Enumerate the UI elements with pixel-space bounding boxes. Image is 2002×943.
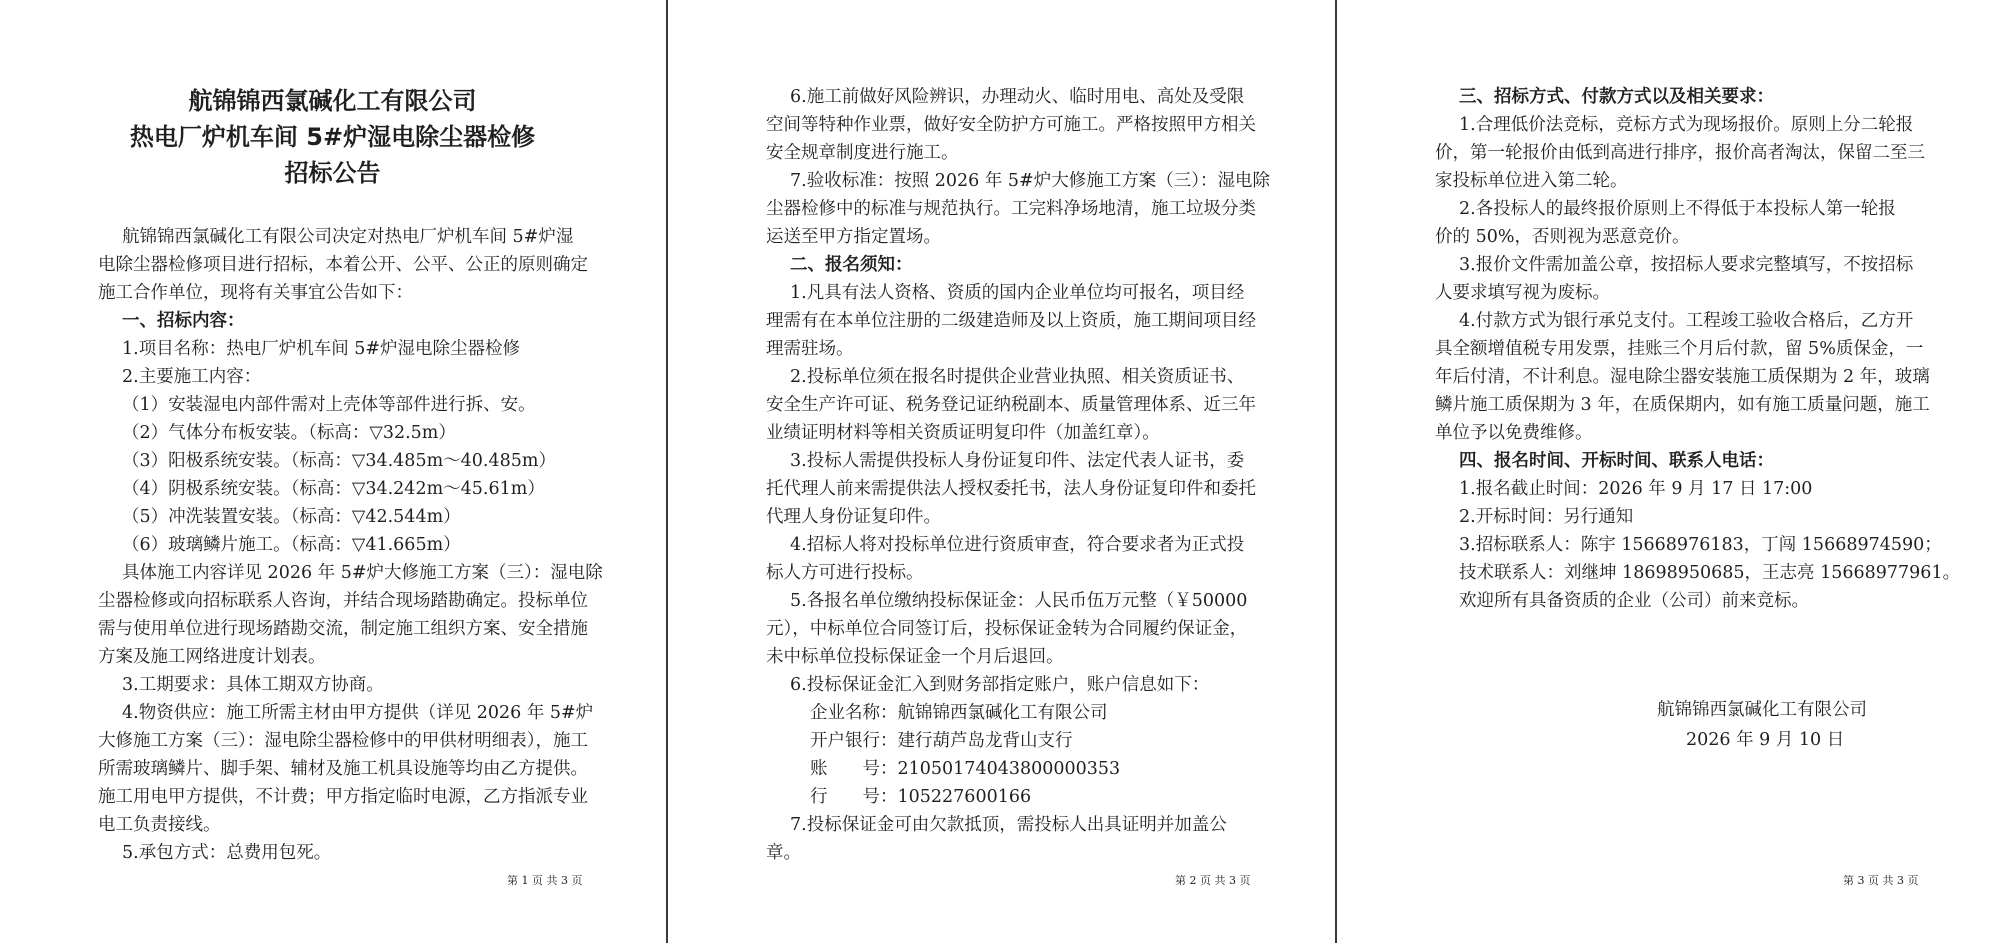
text-line: 代理人身份证复印件。 — [766, 507, 941, 527]
text-line: 欢迎所有具备资质的企业（公司）前来竞标。 — [1459, 591, 1809, 611]
text-line: 施工合作单位，现将有关事宜公告如下： — [98, 283, 413, 303]
text-line: 4.物资供应：施工所需主材由甲方提供（详见 2026 年 5#炉 — [122, 703, 594, 723]
text-line: 2.主要施工内容： — [122, 367, 262, 387]
text-line: 3.工期要求：具体工期双方协商。 — [122, 675, 384, 695]
text-line: 标人方可进行投标。 — [766, 563, 924, 583]
text-line: （4）阴极系统安装。（标高：▽34.242m～45.61m） — [122, 479, 545, 499]
text-line: 1.合理低价法竞标，竞标方式为现场报价。原则上分二轮报 — [1459, 115, 1914, 135]
text-line: 3.投标人需提供投标人身份证复印件、法定代表人证书，委 — [790, 451, 1245, 471]
page-1-footer: 第 1 页 共 3 页 — [507, 874, 583, 887]
text-line: 1.项目名称：热电厂炉机车间 5#炉湿电除尘器检修 — [122, 339, 521, 359]
text-line: 安全生产许可证、税务登记证纳税副本、质量管理体系、近三年 — [766, 395, 1256, 415]
text-line: 3.报价文件需加盖公章，按招标人要求完整填写，不按招标 — [1459, 255, 1914, 275]
text-line: 电除尘器检修项目进行招标，本着公开、公平、公正的原则确定 — [98, 255, 588, 275]
text-line: 业绩证明材料等相关资质证明复印件（加盖红章）。 — [766, 423, 1160, 443]
page-2 — [668, 0, 1334, 943]
text-line: 尘器检修或向招标联系人咨询，并结合现场踏勘确定。投标单位 — [98, 591, 588, 611]
signature-date: 2026 年 9 月 10 日 — [1686, 730, 1845, 750]
doc-title-company: 航锦锦西氯碱化工有限公司 — [188, 87, 477, 115]
text-line: 运送至甲方指定置场。 — [766, 227, 941, 247]
text-line: 7.验收标准：按照 2026 年 5#炉大修施工方案（三）：湿电除 — [790, 171, 1270, 191]
text-line: 空间等特种作业票，做好安全防护方可施工。严格按照甲方相关 — [766, 115, 1256, 135]
section-heading: 二、报名须知： — [790, 255, 913, 275]
text-line: （6）玻璃鳞片施工。（标高：▽41.665m） — [122, 535, 461, 555]
text-line: 2.投标单位须在报名时提供企业营业执照、相关资质证书、 — [790, 367, 1245, 387]
text-line: （5）冲洗装置安装。（标高：▽42.544m） — [122, 507, 461, 527]
text-line: 技术联系人：刘继坤 18698950685，王志亮 15668977961。 — [1459, 563, 1961, 583]
text-line: 家投标单位进入第二轮。 — [1435, 171, 1628, 191]
text-line: 1.报名截止时间：2026 年 9 月 17 日 17:00 — [1459, 479, 1813, 499]
text-line: （3）阳极系统安装。（标高：▽34.485m～40.485m） — [122, 451, 556, 471]
text-line: 3.招标联系人：陈宇 15668976183，丁闯 15668974590； — [1459, 535, 1942, 555]
text-line: 1.凡具有法人资格、资质的国内企业单位均可报名，项目经 — [790, 283, 1245, 303]
text-line: （2）气体分布板安装。（标高：▽32.5m） — [122, 423, 456, 443]
text-line: 元），中标单位合同签订后，投标保证金转为合同履约保证金， — [766, 619, 1248, 639]
text-line: 企业名称：航锦锦西氯碱化工有限公司 — [810, 703, 1108, 723]
text-line: 理需驻场。 — [766, 339, 854, 359]
page-2-footer: 第 2 页 共 3 页 — [1175, 874, 1251, 887]
text-line: 6.投标保证金汇入到财务部指定账户，账户信息如下： — [790, 675, 1210, 695]
text-line: 方案及施工网络进度计划表。 — [98, 647, 326, 667]
text-line: 具体施工内容详见 2026 年 5#炉大修施工方案（三）：湿电除 — [122, 563, 603, 583]
text-line: 5.各报名单位缴纳投标保证金：人民币伍万元整（￥50000 — [790, 591, 1248, 611]
text-line: 7.投标保证金可由欠款抵顶，需投标人出具证明并加盖公 — [790, 815, 1227, 835]
text-line: 鳞片施工质保期为 3 年，在质保期内，如有施工质量问题，施工 — [1435, 395, 1930, 415]
text-line: 理需有在本单位注册的二级建造师及以上资质，施工期间项目经 — [766, 311, 1256, 331]
text-line: 2.各投标人的最终报价原则上不得低于本投标人第一轮报 — [1459, 199, 1896, 219]
text-line: 年后付清，不计利息。湿电除尘器安装施工质保期为 2 年，玻璃 — [1435, 367, 1930, 387]
text-line: 开户银行：建行葫芦岛龙背山支行 — [810, 731, 1073, 751]
text-line: 大修施工方案（三）：湿电除尘器检修中的甲供材明细表），施工 — [98, 731, 588, 751]
text-line: 章。 — [766, 843, 801, 863]
page-3 — [1337, 0, 2002, 943]
text-line: 施工用电甲方提供，不计费；甲方指定临时电源，乙方指派专业 — [98, 787, 588, 807]
text-line: 价的 50%，否则视为恶意竞价。 — [1435, 227, 1690, 247]
page-1 — [0, 0, 665, 943]
text-line: 4.招标人将对投标单位进行资质审查，符合要求者为正式投 — [790, 535, 1245, 555]
text-line: 电工负责接线。 — [98, 815, 221, 835]
text-line: 人要求填写视为废标。 — [1435, 283, 1610, 303]
text-line: 行 号：105227600166 — [810, 787, 1032, 807]
text-line: （1）安装湿电内部件需对上壳体等部件进行拆、安。 — [122, 395, 536, 415]
doc-title-project: 热电厂炉机车间 5#炉湿电除尘器检修 — [129, 123, 536, 151]
text-line: 单位予以免费维修。 — [1435, 423, 1593, 443]
text-line: 所需玻璃鳞片、脚手架、辅材及施工机具设施等均由乙方提供。 — [98, 759, 588, 779]
text-line: 4.付款方式为银行承兑支付。工程竣工验收合格后，乙方开 — [1459, 311, 1914, 331]
section-heading: 三、招标方式、付款方式以及相关要求： — [1459, 87, 1774, 107]
text-line: 5.承包方式：总费用包死。 — [122, 843, 332, 863]
page-3-footer: 第 3 页 共 3 页 — [1843, 874, 1919, 887]
signature-company: 航锦锦西氯碱化工有限公司 — [1657, 700, 1867, 720]
text-line: 6.施工前做好风险辨识，办理动火、临时用电、高处及受限 — [790, 87, 1245, 107]
text-line: 尘器检修中的标准与规范执行。工完料净场地清，施工垃圾分类 — [766, 199, 1256, 219]
section-heading: 一、招标内容： — [122, 311, 245, 331]
doc-title-notice: 招标公告 — [284, 159, 381, 187]
text-line: 航锦锦西氯碱化工有限公司决定对热电厂炉机车间 5#炉湿 — [122, 227, 574, 247]
text-line: 账 号：21050174043800000353 — [810, 759, 1121, 779]
text-line: 安全规章制度进行施工。 — [766, 143, 959, 163]
text-line: 需与使用单位进行现场踏勘交流，制定施工组织方案、安全措施 — [98, 619, 588, 639]
section-heading: 四、报名时间、开标时间、联系人电话： — [1459, 451, 1774, 471]
text-line: 具全额增值税专用发票，挂账三个月后付款，留 5%质保金，一 — [1435, 339, 1924, 359]
text-line: 托代理人前来需提供法人授权委托书，法人身份证复印件和委托 — [766, 479, 1256, 499]
text-line: 未中标单位投标保证金一个月后退回。 — [766, 647, 1064, 667]
text-line: 价，第一轮报价由低到高进行排序，报价高者淘汰，保留二至三 — [1435, 143, 1925, 163]
text-line: 2.开标时间：另行通知 — [1459, 507, 1634, 527]
